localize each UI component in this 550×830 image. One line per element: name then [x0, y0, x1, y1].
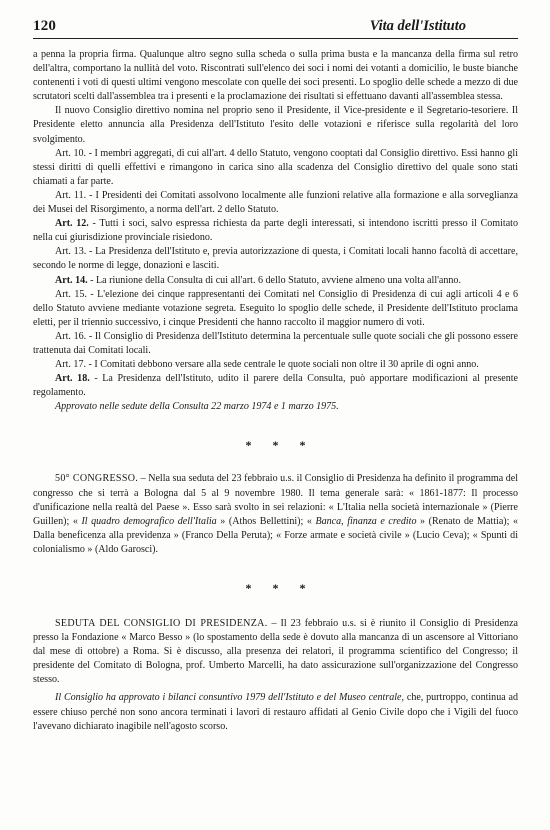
meeting-italic-text: Il Consiglio ha approvato i bilanci consuntivo 1979 dell'Istituto e del Museo centrale, [55, 692, 405, 704]
congress-italic-title: Il quadro demografico dell'Italia [81, 515, 217, 527]
article-label: Art. 16. [55, 330, 87, 342]
section-separator: * * * [245, 438, 315, 453]
section-separator: * * * [245, 581, 315, 595]
article-18 [33, 372, 518, 400]
meeting-text: – Il 23 febbraio u.s. si è riunito il Consiglio di Presidenza presso la Fondazione « Marco Besso » (lo spostamento della sede è dovuto alla mancanza di un ascensore al Vittoriano dal mese di ottobre) a Roma. Si è discusso, alla presenza dei relatori, il programma scientifico del Congresso; il presidente del Comitato di Bologna, prof. Umberto Marcelli, ha dato assicurazione sull'organizzazione del Congresso stesso. [33, 618, 518, 686]
article-label: Art. 14. [55, 274, 88, 286]
meeting-text: che, purtroppo, continua ad essere chiuso perché non sono ancora terminati i lavori di restauro affidati al Genio Civile dopo che i Vigili del fuoco l'avevano dichiarato inagibile nell'agosto scorso. [33, 692, 518, 732]
article-12 [33, 217, 518, 245]
article-17 [33, 358, 518, 372]
article-label: Art. 13. [55, 246, 87, 258]
article-label: Art. 15. [55, 288, 87, 300]
article-text: - La Presidenza dell'Istituto, udito il parere della Consulta, può apportare modificazioni al presente regolamento. [33, 373, 518, 399]
article-15 [33, 288, 518, 330]
approval-note: Approvato nelle sedute della Consulta 22 marzo 1974 e 1 marzo 1975. [55, 401, 339, 413]
meeting-paragraph-2 [33, 691, 518, 733]
congress-heading: 50° CONGRESSO. [55, 473, 139, 485]
paragraph-council: Il nuovo Consiglio direttivo nomina nel proprio seno il Presidente, il Vice-presidente e il Segretario-tesoriere. Il Presidente eletto annuncia alla Presidenza dell'Istituto l'esito delle votazioni e riferisce sulla regolarità del loro svolgimento. [33, 105, 518, 145]
article-text: - I membri aggregati, di cui all'art. 4 dello Statuto, vengono cooptati dal Consiglio direttivo. Essi hanno gli stessi diritti di quelli effettivi e rimangono in carica sino alla scadenza del Consiglio direttivo del quale sono stati chiamati a far parte. [33, 147, 518, 187]
article-14 [33, 274, 518, 288]
article-text: - L'elezione dei cinque rappresentanti dei Comitati nel Consiglio di Presidenza di cui agli articoli 4 e 6 dello Statuto avviene mediante votazione segreta. Eseguito lo spoglio delle schede, il Presidente dell'Istituto proclama eletti, per il triennio successivo, i cinque Presidenti che hanno raccolto il maggior numero di voti. [33, 288, 518, 328]
article-label: Art. 11. [55, 189, 87, 201]
article-label: Art. 18. [55, 373, 90, 385]
article-16 [33, 330, 518, 358]
congress-italic-title: Banca, finanza e credito [315, 515, 417, 527]
congress-text: » (Renato de Mattia); « Dalla beneficenza alla previdenza » (Franco Della Peruta); « Forze armate e società civile » (Lucio Ceva); « Spunti di colonialismo » (Aldo Garosci). [33, 515, 519, 555]
article-label: Art. 17. [55, 359, 86, 371]
article-label: Art. 12. [55, 218, 89, 230]
congress-text: – Nella sua seduta del 23 febbraio u.s. il Consiglio di Presidenza ha definito il programma del congresso che si terrà a Bologna dal 5 al 9 novembre 1980. Il tema generale sarà: « 1861-1877: Il processo d'unificazione nella realtà del Paese ». Esso sarà svolto in sei relazioni: « L'Italia nella società internazionale » (Pierre Guillen); « [33, 473, 518, 527]
article-text: - Il Consiglio di Presidenza dell'Istituto determina la percentuale sulle quote sociali che gli possono essere trattenuta dai Comitati locali. [33, 330, 518, 356]
article-text: - I Comitati debbono versare alla sede centrale le quote sociali non oltre il 30 aprile di ogni anno. [85, 359, 479, 371]
article-13 [33, 245, 518, 273]
article-label: Art. 10. [55, 147, 87, 159]
congress-text: » (Athos Bellettini); « [216, 515, 316, 527]
article-text: - I Presidenti dei Comitati assolvono localmente alle funzioni relative alla formazione e alla sorveglianza dei Musei del Risorgimento, a norma dell'art. 2 dello Statuto. [33, 189, 518, 216]
article-text: - Tutti i soci, salvo espressa richiesta da parte degli interessati, si intendono iscritti presso il Comitato nella cui giurisdizione provinciale risiedono. [33, 218, 518, 244]
meeting-heading: SEDUTA DEL CONSIGLIO DI PRESIDENZA. [55, 618, 268, 629]
page-number: 120 [33, 18, 57, 34]
article-10 [33, 147, 518, 189]
article-11 [33, 189, 518, 217]
page-header [33, 18, 518, 39]
article-text: - La riunione della Consulta di cui all'art. 6 dello Statuto, avviene almeno una volta all'anno. [87, 274, 461, 286]
article-text: - La Presidenza dell'Istituto e, previa autorizzazione di questa, i Comitati locali hanno facoltà di accettare, secondo le norme di legge, donazioni e lasciti. [33, 246, 518, 272]
congress-paragraph [33, 472, 518, 557]
meeting-paragraph [33, 617, 518, 687]
paragraph-voting: a penna la propria firma. Qualunque altro segno sulla scheda o sulla prima busta e la mancanza della firma sul retro dell'altra, comportano la nullità del voto. Riscontrati sull'elenco dei soci i nomi dei votanti a domicilio, le buste bianche contenenti i voti di questi ultimi vengono mescolate con quelle dei soci presenti. Lo spoglio delle schede a mezzo di due scrutatori scelti dall'assemblea tra i presenti e la proclamazione dei risultati si effettuano davanti all'assemblea stessa. [33, 49, 518, 103]
running-title: Vita dell'Istituto [369, 18, 466, 34]
